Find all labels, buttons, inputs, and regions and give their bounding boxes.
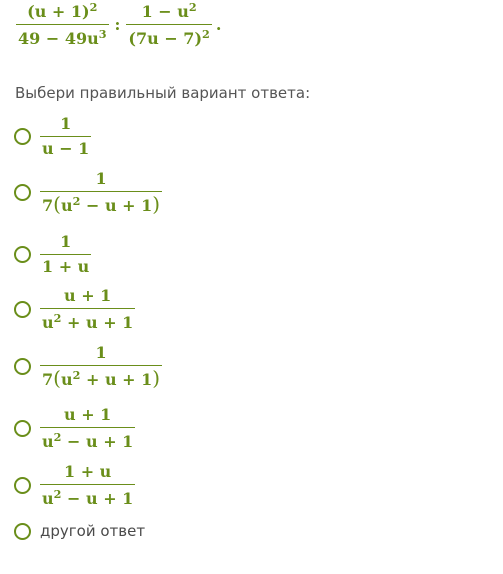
exponent: 2 <box>188 0 197 14</box>
option-formula <box>40 407 135 450</box>
denominator-text: (7u − 7) <box>128 29 203 49</box>
variable: u <box>60 370 73 390</box>
option-fraction <box>40 288 135 331</box>
exponent: 2 <box>72 194 81 208</box>
numerator-text: 1 − u <box>141 2 189 22</box>
radio-button[interactable] <box>14 477 31 494</box>
variable: u <box>60 196 73 216</box>
fraction-denominator <box>40 309 135 331</box>
option-formula <box>40 116 91 157</box>
option-formula <box>40 288 135 331</box>
expression-rest: − u + 1 <box>61 489 134 509</box>
fraction-numerator: 1 + u <box>63 462 112 481</box>
fraction-denominator <box>40 366 162 391</box>
exponent: 2 <box>53 430 62 444</box>
exponent: 2 <box>89 0 98 14</box>
fraction-numerator: 1 <box>60 232 72 251</box>
option-label: другой ответ <box>40 522 146 540</box>
expression-rest: + u + 1 <box>80 370 153 390</box>
fraction-denominator <box>126 25 211 47</box>
option-fraction <box>40 234 91 275</box>
task-fraction-2 <box>126 2 211 47</box>
fraction-numerator <box>140 2 199 24</box>
option-formula <box>40 343 162 391</box>
coefficient: 7 <box>42 196 54 216</box>
close-paren: ) <box>152 366 161 391</box>
numerator-text: (u + 1) <box>27 2 90 22</box>
fraction-denominator: u − 1 <box>42 139 90 158</box>
answer-option-5[interactable] <box>14 343 162 391</box>
answer-option-1[interactable] <box>14 116 91 157</box>
option-formula <box>40 169 162 217</box>
option-fraction <box>40 116 91 157</box>
fraction-denominator <box>40 428 135 450</box>
variable: u <box>42 432 54 452</box>
fraction-numerator: 1 <box>60 114 72 133</box>
fraction-numerator <box>25 2 99 24</box>
option-formula <box>40 234 91 275</box>
expression-rest: − u + 1 <box>61 432 134 452</box>
expression-rest: − u + 1 <box>80 196 153 216</box>
answer-option-6[interactable] <box>14 407 135 450</box>
variable: u <box>42 489 54 509</box>
answer-option-7[interactable] <box>14 464 135 507</box>
radio-button[interactable] <box>14 246 31 263</box>
denominator-text: 49 − 49u <box>18 29 99 49</box>
radio-button[interactable] <box>14 128 31 145</box>
radio-button[interactable] <box>14 184 31 201</box>
option-fraction <box>40 169 162 217</box>
answer-option-8[interactable] <box>14 522 145 540</box>
fraction-numerator: 1 <box>95 343 107 362</box>
fraction-denominator: 1 + u <box>42 257 90 276</box>
option-formula <box>40 464 135 507</box>
fraction-numerator: u + 1 <box>63 286 112 305</box>
exponent: 2 <box>202 27 210 42</box>
instruction-text: Выбери правильный вариант ответа: <box>15 84 311 102</box>
fraction-numerator: 1 <box>95 169 107 188</box>
answer-option-4[interactable] <box>14 288 135 331</box>
exponent: 3 <box>98 27 107 42</box>
coefficient: 7 <box>42 370 54 390</box>
option-fraction <box>40 343 162 391</box>
close-paren: ) <box>152 192 161 217</box>
open-paren: ( <box>53 192 61 217</box>
expression-end-dot: . <box>215 15 222 35</box>
fraction-denominator <box>16 25 109 47</box>
expression-rest: + u + 1 <box>61 313 134 333</box>
option-fraction <box>40 407 135 450</box>
task-expression <box>16 2 221 47</box>
fraction-denominator <box>40 485 135 507</box>
option-fraction <box>40 464 135 507</box>
variable: u <box>42 313 54 333</box>
answer-option-2[interactable] <box>14 169 162 217</box>
radio-button[interactable] <box>14 420 31 437</box>
open-paren: ( <box>53 366 61 391</box>
exponent: 2 <box>53 311 62 325</box>
division-operator: : <box>114 15 121 35</box>
fraction-denominator <box>40 192 162 217</box>
radio-button[interactable] <box>14 358 31 375</box>
exponent: 2 <box>72 368 81 382</box>
exponent: 2 <box>53 487 62 501</box>
radio-button[interactable] <box>14 523 31 540</box>
answer-option-3[interactable] <box>14 234 91 275</box>
task-fraction-1 <box>16 2 109 47</box>
radio-button[interactable] <box>14 301 31 318</box>
fraction-numerator: u + 1 <box>63 405 112 424</box>
